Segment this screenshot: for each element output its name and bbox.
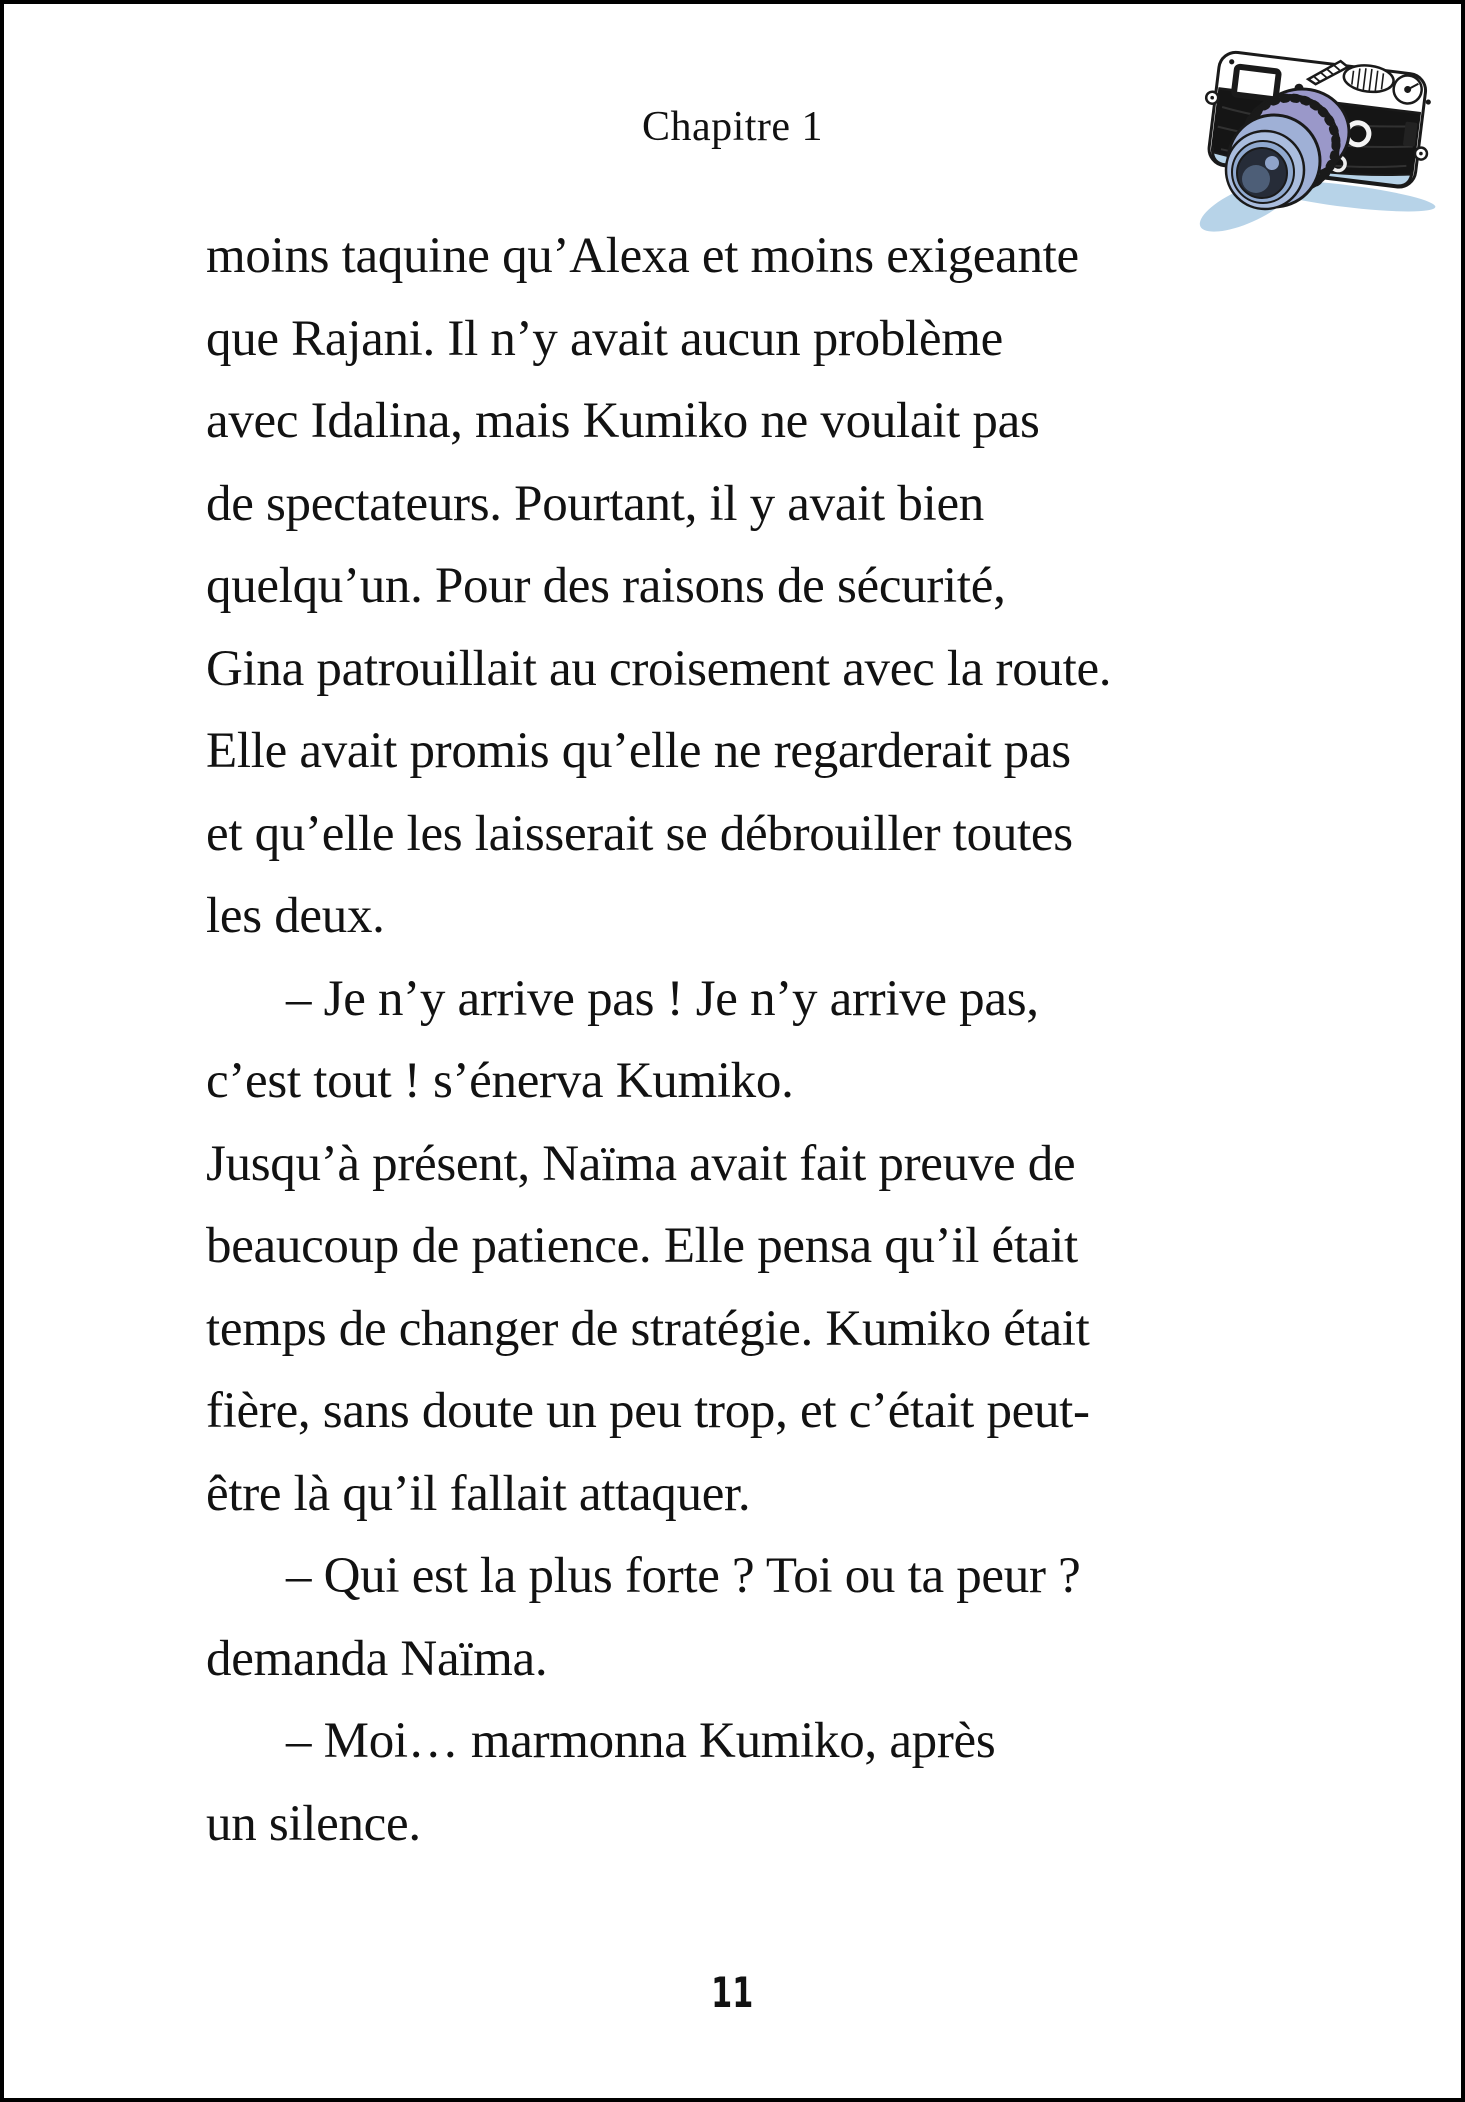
body-line: – Je n’y arrive pas ! Je n’y arrive pas, <box>286 970 1039 1027</box>
body-line: – Qui est la plus forte ? Toi ou ta peur ? <box>286 1548 1081 1604</box>
body-line: les deux. <box>206 888 385 944</box>
chapter-title: Chapitre 1 <box>641 104 824 150</box>
body-line: beaucoup de patience. Elle pensa qu’il était <box>206 1218 1078 1274</box>
body-line: Elle avait promis qu’elle ne regarderait pas <box>206 723 1071 779</box>
body-line: demanda Naïma. <box>206 1630 548 1687</box>
body-line: – Moi… marmonna Kumiko, après <box>286 1713 996 1769</box>
camera-icon <box>1174 38 1450 244</box>
camera-illustration <box>1174 38 1450 244</box>
body-line: être là qu’il fallait attaquer. <box>206 1465 751 1522</box>
body-line: de spectateurs. Pourtant, il y avait bien <box>206 475 984 532</box>
body-line: un silence. <box>206 1795 421 1852</box>
body-line: et qu’elle les laisserait se débrouiller toutes <box>206 805 1073 862</box>
page-number: 11 <box>711 1968 754 2017</box>
body-line: moins taquine qu’Alexa et moins exigeante <box>206 228 1079 284</box>
body-line: temps de changer de stratégie. Kumiko était <box>206 1300 1090 1357</box>
body-line: Jusqu’à présent, Naïma avait fait preuve de <box>206 1135 1076 1192</box>
body-line: quelqu’un. Pour des raisons de sécurité, <box>206 558 1006 614</box>
body-line: Gina patrouillait au croisement avec la route. <box>206 640 1112 697</box>
body-line: fière, sans doute un peu trop, et c’était peut- <box>206 1383 1090 1439</box>
body-line: que Rajani. Il n’y avait aucun problème <box>206 310 1003 367</box>
body-line: c’est tout ! s’énerva Kumiko. <box>206 1053 794 1109</box>
body-text <box>206 215 1291 1865</box>
body-line: avec Idalina, mais Kumiko ne voulait pas <box>206 393 1040 449</box>
